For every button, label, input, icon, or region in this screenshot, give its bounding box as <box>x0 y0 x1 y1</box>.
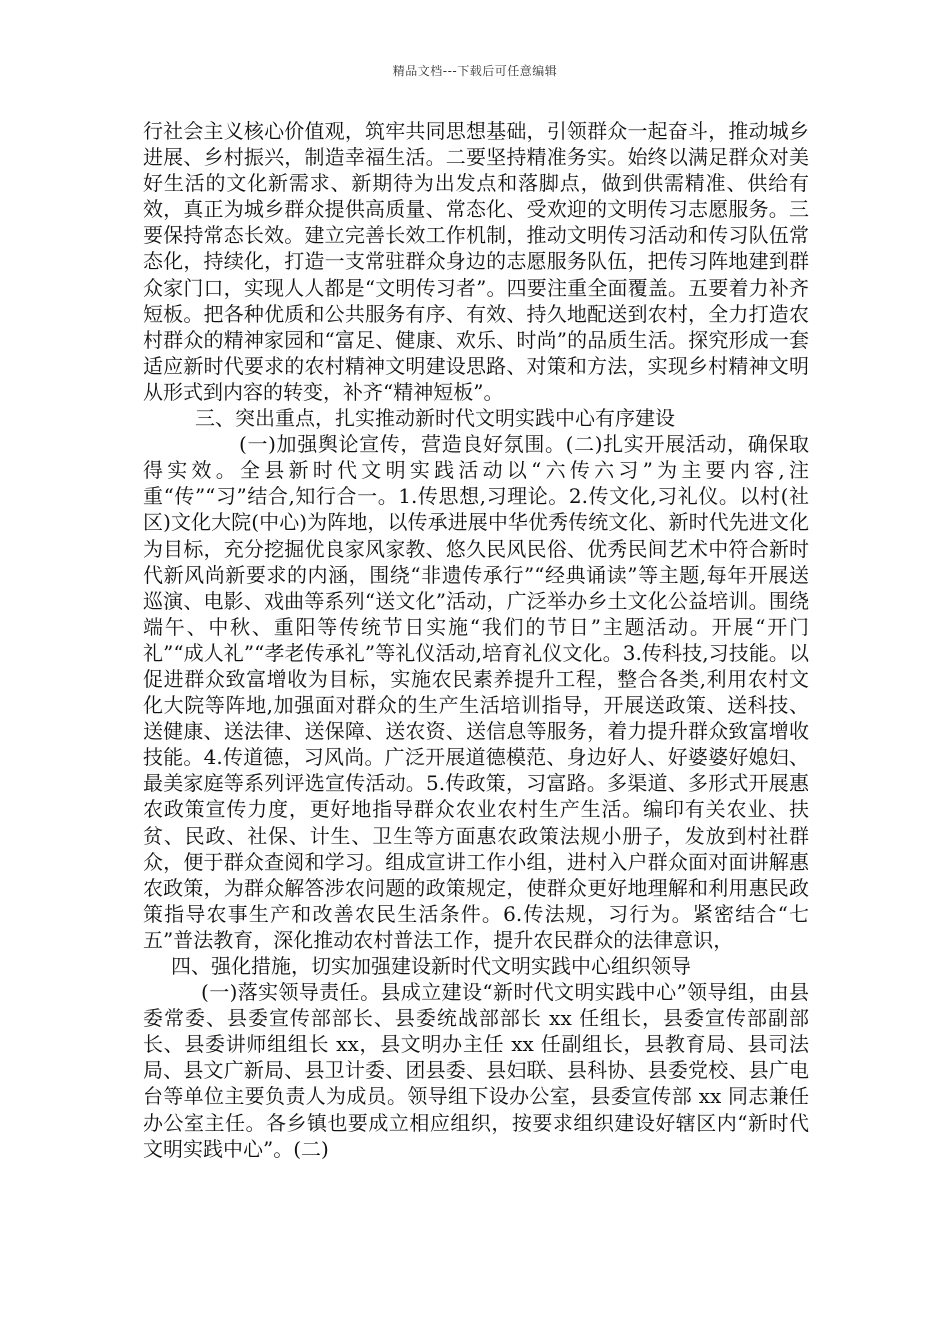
section-heading-3: 三、突出重点，扎实推动新时代文明实践中心有序建设 <box>195 406 675 431</box>
section-heading-4: 四、强化措施，切实加强建设新时代文明实践中心组织领导 <box>171 954 691 978</box>
paragraph-section-4: (一)落实领导责任。县成立建设“新时代文明实践中心”领导组，由县委常委、县委宣传部部长、县委统战部部长 xx 任组长，县委宣传部副部长、县委讲师组组长 xx，县文明办主任 xx 任副组长，县教育局、县司法局、县文广新局、县卫计委、团县委、县妇联、县科协、县委党校、县广电台等单位主要负责人为成员。领导组下设办公室，县委宣传部 xx 同志兼任办公室主任。各乡镇也要成立相应组织，按要求组织建设好辖区内“新时代文明实践中心”。(二) <box>143 980 809 1161</box>
page-header: 精品文档---下载后可任意编辑 <box>392 64 558 78</box>
paragraph-continuation: 行社会主义核心价值观，筑牢共同思想基础，引领群众一起奋斗，推动城乡进展、乡村振兴，制造幸福生活。二要坚持精准务实。始终以满足群众对美好生活的文化新需求、新期待为出发点和落脚点，做到供需精准、供给有效，真正为城乡群众提供高质量、常态化、受欢迎的文明传习志愿服务。三要保持常态长效。建立完善长效工作机制，推动文明传习活动和传习队伍常态化，持续化，打造一支常驻群众身边的志愿服务队伍，把传习阵地建到群众家门口，实现人人都是“文明传习者”。四要注重全面覆盖。五要着力补齐短板。把各种优质和公共服务有序、有效、持久地配送到农村，全力打造农村群众的精神家园和“富足、健康、欢乐、时尚”的品质生活。探究形成一套适应新时代要求的农村精神文明建设思路、对策和方法，实现乡村精神文明从形式到内容的转变，补齐“精神短板”。 <box>143 119 809 404</box>
document-body <box>143 118 809 1162</box>
paragraph-section-3: (一)加强舆论宣传，营造良好氛围。(二)扎实开展活动，确保取得实效。全县新时代文明实践活动以“六传六习”为主要内容,注重“传”“习”结合,知行合一。1.传思想,习理论。2.传文化,习礼仪。以村(社区)文化大院(中心)为阵地，以传承进展中华优秀传统文化、新时代先进文化为目标，充分挖掘优良家风家教、悠久民风民俗、优秀民间艺术中符合新时代新风尚新要求的内涵，围绕“非遗传承行”“经典诵读”等主题,每年开展送巡演、电影、戏曲等系列“送文化”活动，广泛举办乡土文化公益培训。围绕端午、中秋、重阳等传统节日实施“我们的节日”主题活动。开展“开门礼”“成人礼”“孝老传承礼”等礼仪活动,培育礼仪文化。3.传科技,习技能。以促进群众致富增收为目标，实施农民素养提升工程，整合各类,利用农村文化大院等阵地,加强面对群众的生产生活培训指导，开展送政策、送科技、送健康、送法律、送保障、送农资、送信息等服务，着力提升群众致富增收技能。4.传道德，习风尚。广泛开展道德模范、身边好人、好婆婆好媳妇、最美家庭等系列评选宣传活动。5.传政策，习富路。多渠道、多形式开展惠农政策宣传力度，更好地指导群众农业农村生产生活。编印有关农业、扶贫、民政、社保、计生、卫生等方面惠农政策法规小册子，发放到村社群众，便于群众查阅和学习。组成宣讲工作小组，进村入户群众面对面讲解惠农政策，为群众解答涉农问题的政策规定，使群众更好地理解和利用惠民政策指导农事生产和改善农民生活条件。6.传法规，习行为。紧密结合“七五”普法教育，深化推动农村普法工作，提升农民群众的法律意识， <box>143 432 809 952</box>
